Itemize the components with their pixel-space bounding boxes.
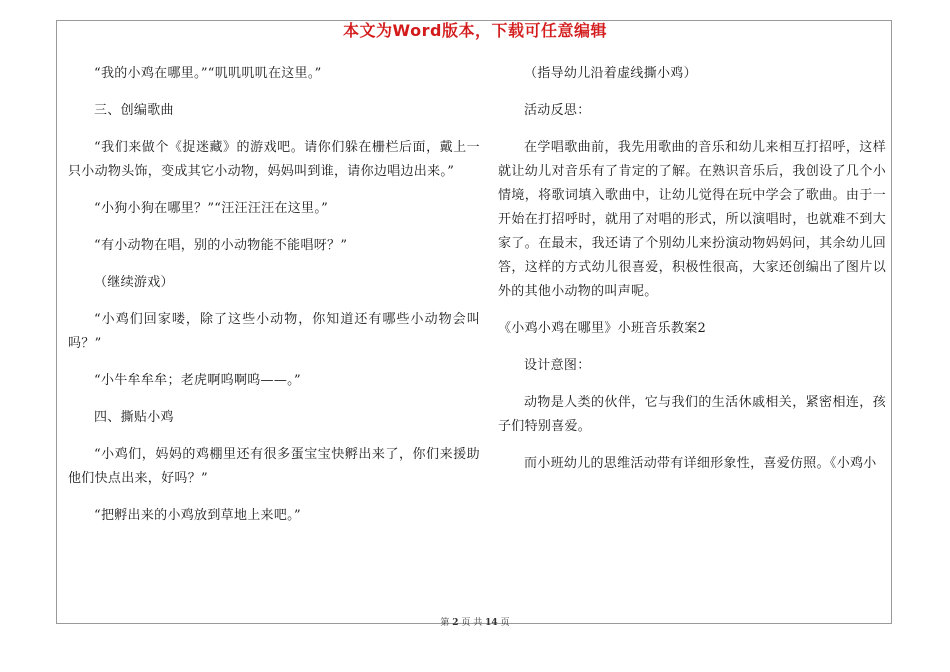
page-footer xyxy=(0,617,950,629)
paragraph: “小鸡们，妈妈的鸡棚里还有很多蛋宝宝快孵出来了，你们来援助他们快点出来，好吗？” xyxy=(68,447,480,486)
paragraph: “小鸡们回家喽，除了这些小动物，你知道还有哪些小动物会叫吗？” xyxy=(68,312,480,351)
section-heading: 设计意图： xyxy=(524,358,591,373)
section-heading: 三、创编歌曲 xyxy=(94,103,174,118)
right-column xyxy=(498,62,886,476)
paragraph: （继续游戏） xyxy=(94,275,174,290)
left-column xyxy=(68,62,480,528)
word-version-banner: 本文为Word版本，下载可任意编辑 xyxy=(343,21,607,40)
current-page-number: 2 xyxy=(452,618,459,628)
footer-prefix: 第 xyxy=(440,618,450,628)
paragraph: （指导幼儿沿着虚线撕小鸡） xyxy=(524,66,697,81)
paragraph: 在学唱歌曲前，我先用歌曲的音乐和幼儿来相互打招呼，这样就让幼儿对音乐有了肯定的了解。在熟识音乐后，我创设了几个小情境，将歌词填入歌曲中，让幼儿觉得在玩中学会了歌曲。由于一开始在打招呼时，就用了对唱的形式，所以演唱时，也就难不到大家了。在最末，我还请了个别幼儿来扮演动物妈妈问，其余幼儿回答，这样的方式幼儿很喜爱，积极性很高，大家还创编出了图片以外的其他小动物的叫声呢。 xyxy=(498,140,886,299)
paragraph: “我的小鸡在哪里。”“叽叽叽叽在这里。” xyxy=(94,66,322,81)
total-page-number: 14 xyxy=(485,618,498,628)
section-heading: 四、撕贴小鸡 xyxy=(94,410,174,425)
section-heading: 活动反思： xyxy=(524,103,591,118)
document-title: 《小鸡小鸡在哪里》小班音乐教案2 xyxy=(498,321,707,336)
paragraph: “小狗小狗在哪里？”“汪汪汪汪在这里。” xyxy=(94,201,329,216)
paragraph: “小牛牟牟牟；老虎啊呜啊呜——。” xyxy=(94,373,301,388)
paragraph: “有小动物在唱，别的小动物能不能唱呀？” xyxy=(94,238,348,253)
footer-middle: 页 共 xyxy=(461,618,483,628)
paragraph: 动物是人类的伙伴，它与我们的生活休戚相关，紧密相连，孩子们特别喜爱。 xyxy=(498,395,886,434)
paragraph: “我们来做个《捉迷藏》的游戏吧。请你们躲在栅栏后面，戴上一只小动物头饰，变成其它小动物，妈妈叫到谁，请你边唱边出来。” xyxy=(68,140,480,179)
paragraph: “把孵出来的小鸡放到草地上来吧。” xyxy=(94,508,301,523)
paragraph: 而小班幼儿的思维活动带有详细形象性，喜爱仿照。《小鸡小 xyxy=(524,456,877,471)
footer-suffix: 页 xyxy=(500,618,510,628)
